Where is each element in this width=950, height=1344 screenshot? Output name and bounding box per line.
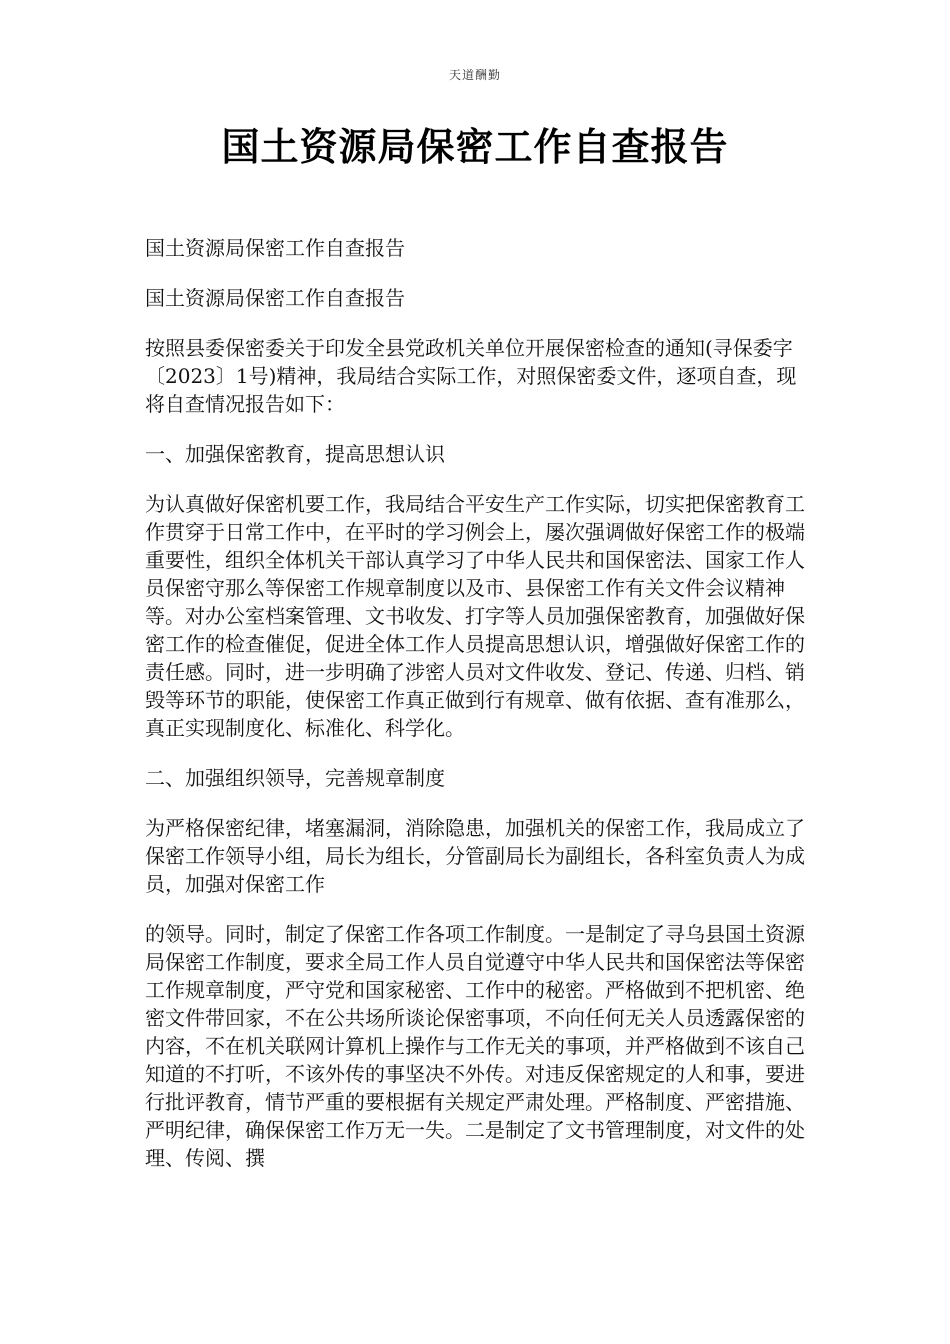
paragraph-section-1: 为认真做好保密机要工作，我局结合平安生产工作实际，切实把保密教育工作贯穿于日常工作中，在平时的学习例会上，屡次强调做好保密工作的极端重要性，组织全体机关干部认真学习了中华人民共和国保密法、国家工作人员保密守那么等保密工作规章制度以及市、县保密工作有关文件会议精神等。对办公室档案管理、文书收发、打字等人员加强保密教育，加强做好保密工作的检查催促，促进全体工作人员提高思想认识，增强做好保密工作的责任感。同时，进一步明确了涉密人员对文件收发、登记、传递、归档、销毁等环节的职能，使保密工作真正做到行有规章、做有依据、查有准那么，真正实现制度化、标准化、科学化。: [145, 492, 805, 740]
paragraph-subtitle-2: 国土资源局保密工作自查报告: [145, 286, 405, 310]
paragraph-section-2a: 为严格保密纪律，堵塞漏洞，消除隐患，加强机关的保密工作，我局成立了保密工作领导小组，局长为组长，分管副局长为副组长，各科室负责人为成员，加强对保密工作: [145, 816, 805, 896]
section-heading-1: 一、加强保密教育，提高思想认识: [145, 442, 445, 466]
header-mark: 天道酬勤: [448, 68, 501, 82]
document-body: [145, 234, 810, 1194]
paragraph-section-2b: 的领导。同时，制定了保密工作各项工作制度。一是制定了寻乌县国土资源局保密工作制度，要求全局工作人员自觉遵守中华人民共和国保密法等保密工作规章制度，严守党和国家秘密、工作中的秘密。严格做到不把机密、绝密文件带回家，不在公共场所谈论保密事项，不向任何无关人员透露保密的内容，不在机关联网计算机上操作与工作无关的事项，并严格做到不该自己知道的不打听，不该外传的事坚决不外传。对违反保密规定的人和事，要进行批评教育，情节严重的要根据有关规定严肃处理。严格制度、严密措施、严明纪律，确保保密工作万无一失。二是制定了文书管理制度，对文件的处理、传阅、撰: [145, 922, 805, 1170]
section-heading-2: 二、加强组织领导，完善规章制度: [145, 766, 445, 790]
document-title: 国土资源局保密工作自查报告: [221, 124, 729, 169]
paragraph-intro: 按照县委保密委关于印发全县党政机关单位开展保密检查的通知(寻保委字〔2023〕1号)精神，我局结合实际工作，对照保密委文件，逐项自查，现将自查情况报告如下：: [145, 336, 797, 416]
paragraph-subtitle-1: 国土资源局保密工作自查报告: [145, 236, 405, 260]
